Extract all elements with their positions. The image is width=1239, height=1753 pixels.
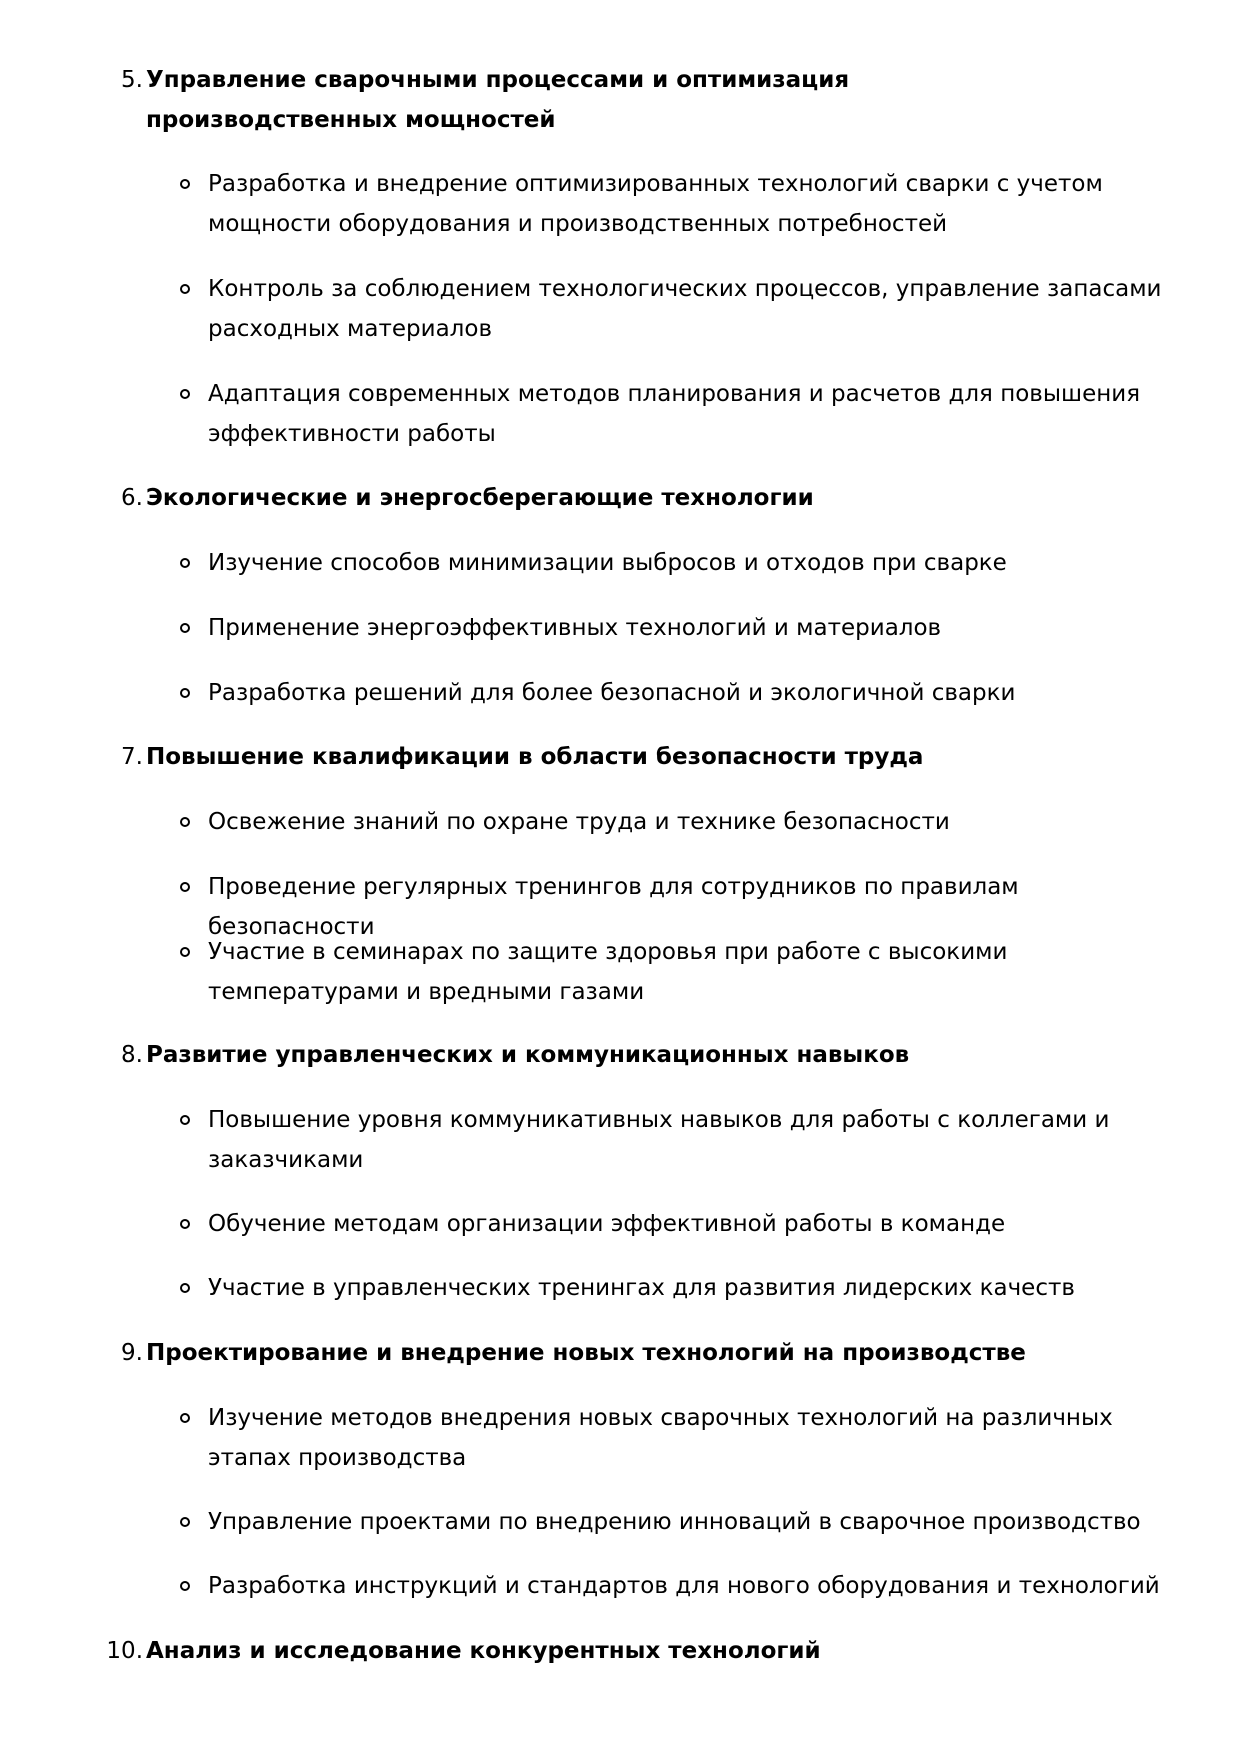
list-item: Участие в семинарах по защите здоровья при работе с высокими температурами и вредными газами (208, 939, 1008, 1005)
section-number: 6. (121, 485, 143, 511)
circle-bullet-icon (180, 1219, 190, 1229)
list-item: Контроль за соблюдением технологических процессов, управление запасами расходных материалов (208, 276, 1162, 342)
circle-bullet-icon (180, 1115, 190, 1125)
circle-bullet-icon (180, 179, 190, 189)
list-item: Изучение способов минимизации выбросов и отходов при сварке (208, 550, 1007, 576)
list-item: Разработка инструкций и стандартов для нового оборудования и технологий (208, 1573, 1160, 1599)
circle-bullet-icon (180, 284, 190, 294)
list-item: Повышение уровня коммуникативных навыков для работы с коллегами и заказчиками (208, 1107, 1110, 1173)
circle-bullet-icon (180, 817, 190, 827)
circle-bullet-icon (180, 558, 190, 568)
list-item: Управление проектами по внедрению инноваций в сварочное производство (208, 1509, 1141, 1535)
section-number: 5. (121, 67, 143, 93)
circle-bullet-icon (180, 1581, 190, 1591)
section-number: 7. (121, 744, 143, 770)
circle-bullet-icon (180, 623, 190, 633)
list-item: Проведение регулярных тренингов для сотрудников по правилам безопасности (208, 874, 1019, 940)
list-item: Освежение знаний по охране труда и технике безопасности (208, 809, 950, 835)
section-heading: Развитие управленческих и коммуникационных навыков (146, 1042, 910, 1068)
section-heading: Анализ и исследование конкурентных технологий (146, 1638, 821, 1664)
section-heading: Повышение квалификации в области безопасности труда (146, 744, 924, 770)
circle-bullet-icon (180, 1413, 190, 1423)
list-item: Применение энергоэффективных технологий и материалов (208, 615, 942, 641)
circle-bullet-icon (180, 688, 190, 698)
list-item: Участие в управленческих тренингах для развития лидерских качеств (208, 1275, 1075, 1301)
section-number: 9. (121, 1340, 143, 1366)
list-item: Обучение методам организации эффективной работы в команде (208, 1211, 1006, 1237)
circle-bullet-icon (180, 1517, 190, 1527)
list-item: Изучение методов внедрения новых сварочных технологий на различных этапах производства (208, 1405, 1113, 1471)
section-number: 10. (106, 1638, 143, 1664)
list-item: Адаптация современных методов планирования и расчетов для повышения эффективности работы (208, 381, 1141, 447)
circle-bullet-icon (180, 882, 190, 892)
circle-bullet-icon (180, 1283, 190, 1293)
circle-bullet-icon (180, 389, 190, 399)
section-heading: Экологические и энергосберегающие технологии (146, 485, 814, 511)
section-heading: Управление сварочными процессами и оптимизация производственных мощностей (146, 67, 850, 133)
list-item: Разработка и внедрение оптимизированных технологий сварки с учетом мощности оборудования и производственных потребностей (208, 171, 1103, 237)
list-item: Разработка решений для более безопасной и экологичной сварки (208, 680, 1016, 706)
section-heading: Проектирование и внедрение новых технологий на производстве (146, 1340, 1026, 1366)
section-number: 8. (121, 1042, 143, 1068)
circle-bullet-icon (180, 947, 190, 957)
